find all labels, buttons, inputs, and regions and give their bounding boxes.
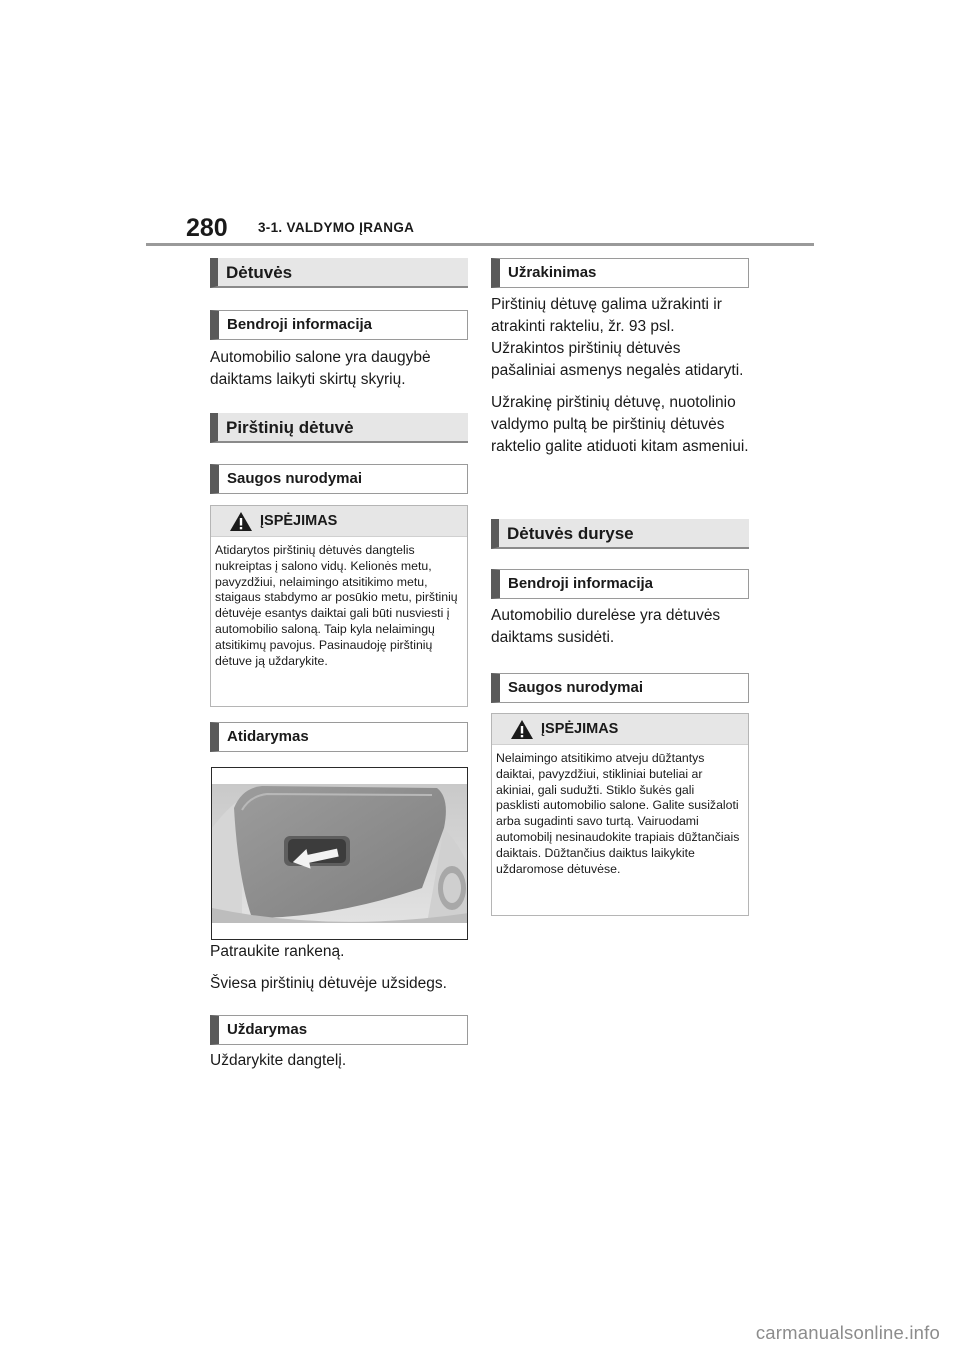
subheading-bendroji-informacija-2: Bendroji informacija xyxy=(491,569,749,599)
uzrakinimas-text xyxy=(491,294,749,458)
atidarymas-text xyxy=(210,941,468,995)
watermark: carmanualsonline.info xyxy=(755,1322,940,1343)
warning-title: ĮSPĖJIMAS xyxy=(260,513,338,529)
chapter-title: 3-1. VALDYMO ĮRANGA xyxy=(258,220,415,235)
warning-text-2: Nelaimingo atsitikimo atveju dūžtantys daiktai, pavyzdžiui, stikliniai buteliai ar akiniai, gali sudužti. Stiklo šukės gali pasklisti automobilio salone. Galite susižaloti arba sugadinti savo turtą. Vairuodami automobilį nesinaudokite trapiais dūžtančiais daiktais. Dūžtančius daiktus laikykite uždaromose dėtuvėse. xyxy=(496,751,740,876)
glovebox-illustration xyxy=(212,768,468,940)
paragraph-bendroji: Automobilio salone yra daugybė daiktams laikyti skirtų skyrių. xyxy=(210,349,431,388)
subheading-atidarymas: Atidarymas xyxy=(210,722,468,752)
warning-box-2 xyxy=(491,713,749,916)
warning-box xyxy=(210,505,468,707)
paragraph-atidarymas-1: Patraukite rankeną. xyxy=(210,943,345,960)
warning-title-2: ĮSPĖJIMAS xyxy=(541,721,619,737)
paragraph-bendroji-2: Automobilio durelėse yra dėtuvės daiktams susidėti. xyxy=(491,607,721,646)
heading-detuves: Dėtuvės xyxy=(210,258,468,288)
heading-detuves-duryse: Dėtuvės duryse xyxy=(491,519,749,549)
warning-triangle-icon xyxy=(229,511,253,532)
page-number: 280 xyxy=(186,214,228,242)
subheading-bendroji-informacija: Bendroji informacija xyxy=(210,310,468,340)
paragraph-uzdarymas: Uždarykite dangtelį. xyxy=(210,1052,347,1069)
subheading-uzrakinimas: Užrakinimas xyxy=(491,258,749,288)
warning-triangle-icon xyxy=(510,719,534,740)
glovebox-handle-image xyxy=(211,767,468,940)
warning-header xyxy=(211,506,467,537)
paragraph-atidarymas-2: Šviesa pirštinių dėtuvėje užsidegs. xyxy=(210,975,447,992)
header-rule xyxy=(146,243,814,246)
heading-pirstiniu-detuve: Pirštinių dėtuvė xyxy=(210,413,468,443)
paragraph-uzrakinimas-2: Užrakinę pirštinių dėtuvę, nuotolinio valdymo pultą be pirštinių dėtuvės raktelio galite atiduoti kitam asmeniui. xyxy=(491,394,749,455)
subheading-saugos-nurodymai: Saugos nurodymai xyxy=(210,464,468,494)
warning-header-2 xyxy=(492,714,748,745)
subheading-saugos-nurodymai-2: Saugos nurodymai xyxy=(491,673,749,703)
subheading-uzdarymas: Uždarymas xyxy=(210,1015,468,1045)
warning-text: Atidarytos pirštinių dėtuvės dangtelis nukreiptas į salono vidų. Kelionės metu, pavyzdžiui, nelaimingo atsitikimo metu, staigaus stabdymo ar posūkio metu, pirštinių dėtuvėje esantys daiktai gali būti nusviesti į automobilio saloną. Taip kyla nelaimingų atsitikimų pavojus. Pasinaudoję pirštinių dėtuve ją uždarykite. xyxy=(215,543,458,668)
paragraph-uzrakinimas-1: Pirštinių dėtuvę galima užrakinti ir atrakinti rakteliu, žr. 93 psl. Užrakintos pirštinių dėtuvės pašaliniai asmenys negalės atidaryti. xyxy=(491,296,744,379)
